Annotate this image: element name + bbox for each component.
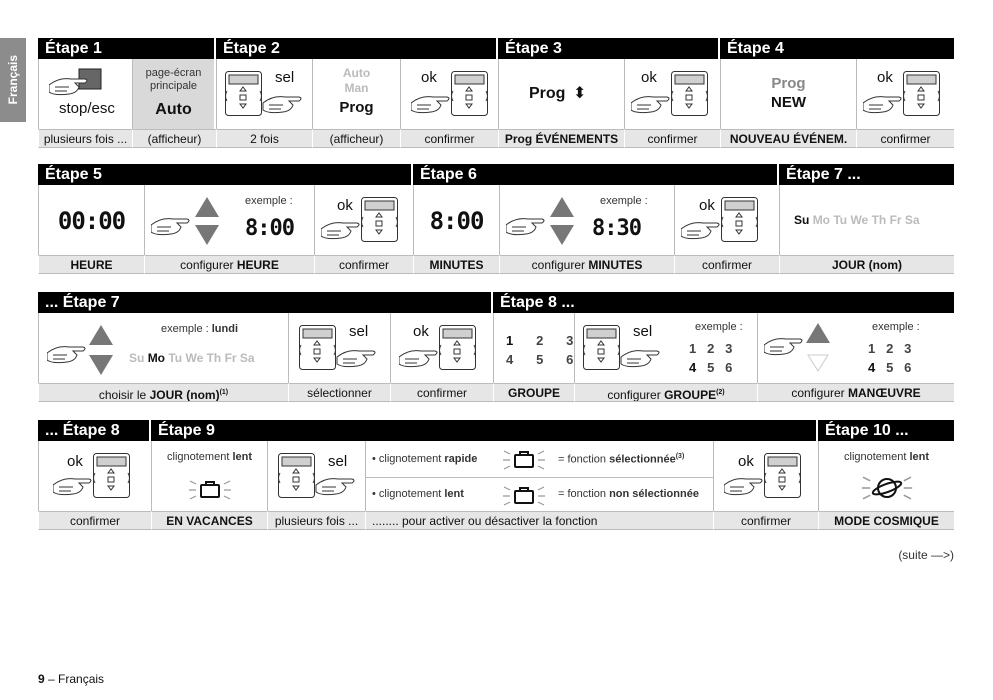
prog-events-label: Prog bbox=[529, 85, 566, 102]
suitcase-fast-icon bbox=[494, 445, 554, 475]
sel-cell bbox=[216, 59, 312, 131]
legend-fast-result bbox=[558, 453, 684, 466]
cosmic-cell bbox=[818, 441, 954, 513]
step1-foot-2: (afficheur) bbox=[132, 129, 216, 148]
day-list bbox=[794, 213, 920, 227]
set-group-cell bbox=[574, 313, 757, 385]
auto-man-prog-cell bbox=[312, 59, 400, 131]
new-label: NEW bbox=[771, 94, 806, 111]
footnote-ref: (2) bbox=[716, 389, 725, 396]
stop-esc-label: stop/esc bbox=[59, 100, 115, 117]
step7b-header: ... Étape 7 bbox=[38, 292, 491, 313]
blink-bold: lent bbox=[909, 451, 929, 463]
ok-cell-6 bbox=[674, 185, 777, 257]
suitcase-slow-icon bbox=[494, 481, 554, 511]
choose-day-cell bbox=[38, 313, 288, 385]
step6-foot-1-text: MINUTES bbox=[429, 258, 484, 272]
ok-cell-5 bbox=[314, 185, 411, 257]
group-cell bbox=[493, 313, 574, 385]
step9-foot-1-text: EN VACANCES bbox=[166, 514, 253, 528]
row-steps-1-4 bbox=[38, 38, 954, 150]
group-grid-example bbox=[868, 339, 911, 377]
group-6: 6 bbox=[725, 360, 733, 375]
foot-bold: HEURE bbox=[236, 258, 279, 272]
example-minutes-display: 8:30 bbox=[592, 216, 641, 241]
step3-foot-1-text: Prog ÉVÉNEMENTS bbox=[504, 132, 619, 146]
step8a-foot-2 bbox=[574, 383, 757, 402]
group-1: 1 bbox=[689, 341, 697, 356]
step6-foot-3: confirmer bbox=[674, 255, 779, 274]
step7b-foot-2: sélectionner bbox=[288, 383, 390, 402]
day-others: Mo Tu We Th Fr Sa bbox=[812, 213, 920, 227]
suitcase-icon bbox=[180, 475, 240, 505]
step5-foot-3: confirmer bbox=[314, 255, 413, 274]
day-sunday: Su bbox=[794, 213, 810, 227]
group-5: 5 bbox=[536, 352, 544, 367]
legend-text: • clignotement bbox=[372, 488, 445, 500]
blink-slow-label bbox=[152, 451, 267, 463]
sel-label: sel bbox=[328, 453, 348, 470]
ok-label: ok bbox=[738, 453, 754, 470]
group-6: 6 bbox=[566, 352, 574, 367]
example-label bbox=[161, 323, 238, 335]
ok-cell-7 bbox=[390, 313, 491, 385]
set-hour-cell bbox=[144, 185, 314, 257]
blink-bold: lent bbox=[232, 451, 252, 463]
step1-foot-1: plusieurs fois ... bbox=[38, 129, 132, 148]
step8b-foot: confirmer bbox=[38, 511, 151, 530]
step4-foot-1-text: NOUVEAU ÉVÉNEM. bbox=[729, 132, 848, 146]
up-down-arrows-icon bbox=[47, 319, 117, 381]
group-4: 4 bbox=[689, 360, 697, 375]
sel-label: sel bbox=[633, 323, 653, 340]
minutes-display: 8:00 bbox=[429, 207, 484, 235]
legend-bold: non sélectionnée bbox=[609, 488, 699, 500]
ok-label: ok bbox=[877, 69, 893, 86]
step7-foot-text: JOUR (nom) bbox=[832, 258, 902, 272]
day-display-cell bbox=[779, 185, 954, 257]
legend-slow bbox=[372, 488, 464, 500]
group-3: 3 bbox=[725, 341, 733, 356]
legend-fast bbox=[372, 453, 477, 465]
ok-label: ok bbox=[337, 197, 353, 214]
legend-text: • clignotement bbox=[372, 453, 445, 465]
step5-foot-1 bbox=[38, 255, 144, 274]
group-1: 1 bbox=[506, 333, 514, 348]
up-arrow-icon bbox=[764, 319, 834, 381]
remote-ok-icon bbox=[681, 197, 761, 247]
group-grid bbox=[506, 331, 573, 369]
up-down-icon: ⬍ bbox=[573, 85, 587, 102]
minutes-display-cell bbox=[413, 185, 499, 257]
step10-foot bbox=[818, 511, 954, 530]
vacation-cell bbox=[151, 441, 267, 513]
step7b-foot-1 bbox=[38, 383, 288, 402]
step8a-header: Étape 8 ... bbox=[493, 292, 954, 313]
ok-cell-4 bbox=[856, 59, 954, 131]
prog-cell bbox=[498, 59, 624, 131]
foot-bold: MINUTES bbox=[588, 258, 643, 272]
up-down-arrows-icon bbox=[151, 193, 221, 253]
footnote-ref: (1) bbox=[219, 389, 229, 396]
language-tab bbox=[0, 38, 26, 122]
sel-label: sel bbox=[275, 69, 295, 86]
new-cell bbox=[720, 59, 856, 131]
sel-label: sel bbox=[349, 323, 369, 340]
blink-text: clignotement bbox=[844, 451, 910, 463]
row-steps-8-10 bbox=[38, 420, 954, 532]
auto-label: Auto bbox=[155, 101, 192, 118]
step10-foot-text: MODE COSMIQUE bbox=[834, 514, 939, 528]
step4-foot-1 bbox=[720, 129, 856, 148]
planet-icon bbox=[857, 471, 917, 505]
step7b-foot-3: confirmer bbox=[390, 383, 493, 402]
foot-text: configurer bbox=[607, 388, 665, 402]
group-4: 4 bbox=[506, 352, 514, 367]
legend-bold: rapide bbox=[444, 453, 478, 465]
step4-header: Étape 4 bbox=[720, 38, 954, 59]
prog-label: Prog bbox=[771, 75, 806, 92]
row-steps-5-7 bbox=[38, 164, 954, 276]
step1-header: Étape 1 bbox=[38, 38, 214, 59]
blink-slow-label bbox=[819, 451, 954, 463]
group-2: 2 bbox=[707, 341, 715, 356]
hour-display-cell bbox=[38, 185, 144, 257]
example-label: exemple : bbox=[245, 195, 293, 207]
group-3: 3 bbox=[566, 333, 574, 348]
legend-text: = fonction bbox=[558, 453, 610, 466]
ok-label: ok bbox=[413, 323, 429, 340]
ok-cell-8 bbox=[38, 441, 149, 513]
group-2: 2 bbox=[536, 333, 544, 348]
group-2: 2 bbox=[886, 341, 894, 356]
step10-header: Étape 10 ... bbox=[818, 420, 954, 441]
step9-header: Étape 9 bbox=[151, 420, 816, 441]
group-1: 1 bbox=[868, 341, 876, 356]
remote-ok-icon bbox=[399, 325, 479, 375]
foot-bold: GROUPE bbox=[664, 388, 717, 402]
group-3: 3 bbox=[904, 341, 912, 356]
step7-foot bbox=[779, 255, 954, 274]
example-day: lundi bbox=[211, 323, 239, 335]
day-sunday: Su bbox=[129, 351, 145, 365]
foot-text: configurer bbox=[180, 258, 237, 272]
remote-ok-icon bbox=[321, 197, 401, 247]
foot-bold: JOUR (nom) bbox=[149, 388, 220, 402]
step3-foot-2: confirmer bbox=[624, 129, 720, 148]
continued-label: (suite —>) bbox=[898, 548, 954, 562]
set-manoeuvre-cell bbox=[757, 313, 954, 385]
page-number: 9 bbox=[38, 672, 45, 686]
step8a-foot-1 bbox=[493, 383, 574, 402]
foot-text: configurer bbox=[791, 386, 849, 400]
row-steps-7-8 bbox=[38, 292, 954, 404]
ok-cell-3 bbox=[624, 59, 720, 131]
group-4: 4 bbox=[868, 360, 876, 375]
step2-foot-1: 2 fois bbox=[216, 129, 312, 148]
step3-header: Étape 3 bbox=[498, 38, 718, 59]
example-hour-display: 8:00 bbox=[245, 216, 294, 241]
example-label: exemple : bbox=[872, 321, 920, 333]
page-language: – Français bbox=[44, 672, 105, 686]
step7-header: Étape 7 ... bbox=[779, 164, 954, 185]
language-tab-label: Français bbox=[6, 55, 20, 105]
example-label: exemple : bbox=[600, 195, 648, 207]
day-list bbox=[129, 351, 255, 365]
hour-display: 00:00 bbox=[57, 207, 126, 235]
blink-text: clignotement bbox=[167, 451, 233, 463]
example-text: exemple : bbox=[161, 323, 212, 335]
auto-option: Auto bbox=[342, 66, 371, 80]
group-6: 6 bbox=[904, 360, 912, 375]
foot-text: choisir le bbox=[98, 388, 150, 402]
foot-text: configurer bbox=[531, 258, 589, 272]
step3-foot-1 bbox=[498, 129, 624, 148]
legend-slow-result bbox=[558, 488, 699, 500]
step9-foot-3: ........ pour activer ou désactiver la fonction bbox=[365, 511, 713, 530]
group-grid-example bbox=[689, 339, 732, 377]
step8a-foot-1-text: GROUPE bbox=[507, 386, 560, 400]
sel-cell bbox=[267, 441, 365, 513]
step6-foot-2 bbox=[499, 255, 674, 274]
legend-text: = fonction bbox=[558, 488, 610, 500]
group-5: 5 bbox=[886, 360, 894, 375]
ok-label: ok bbox=[421, 69, 437, 86]
foot-bold: MANŒUVRE bbox=[848, 386, 921, 400]
ok-cell-9 bbox=[713, 441, 816, 513]
stop-button-icon bbox=[49, 67, 109, 97]
step5-header: Étape 5 bbox=[38, 164, 411, 185]
remote-ok-icon bbox=[724, 453, 804, 503]
step5-foot-2 bbox=[144, 255, 314, 274]
ok-cell-2 bbox=[400, 59, 496, 131]
step2-foot-3: confirmer bbox=[400, 129, 498, 148]
day-selected: Mo bbox=[147, 351, 166, 365]
stop-esc-cell bbox=[38, 59, 132, 131]
page-footer bbox=[38, 672, 104, 686]
step8b-header: ... Étape 8 bbox=[38, 420, 149, 441]
step9-foot-2: plusieurs fois ... bbox=[267, 511, 365, 530]
group-5: 5 bbox=[707, 360, 715, 375]
remote-ok-icon bbox=[53, 453, 133, 503]
ok-label: ok bbox=[699, 197, 715, 214]
main-screen-cell bbox=[132, 59, 214, 131]
footnote-ref: (3) bbox=[675, 453, 685, 460]
man-option: Man bbox=[344, 81, 369, 95]
legend-bold: lent bbox=[444, 488, 464, 500]
set-minutes-cell bbox=[499, 185, 674, 257]
step9-foot-4: confirmer bbox=[713, 511, 818, 530]
remote-ok-icon bbox=[863, 71, 943, 121]
step6-header: Étape 6 bbox=[413, 164, 777, 185]
ok-label: ok bbox=[641, 69, 657, 86]
example-label: exemple : bbox=[695, 321, 743, 333]
step8a-foot-3 bbox=[757, 383, 954, 402]
day-others: Tu We Th Fr Sa bbox=[168, 351, 255, 365]
legend-bold: sélectionnée bbox=[609, 453, 676, 466]
step5-foot-1-text: HEURE bbox=[70, 258, 113, 272]
prog-option: Prog bbox=[339, 99, 374, 116]
main-screen-label: page-écran principale bbox=[145, 67, 202, 92]
blink-legend-cell bbox=[365, 441, 713, 513]
sel-cell bbox=[288, 313, 390, 385]
up-down-arrows-icon bbox=[506, 193, 576, 253]
step4-foot-2: confirmer bbox=[856, 129, 954, 148]
step9-foot-1 bbox=[151, 511, 267, 530]
step6-foot-1 bbox=[413, 255, 499, 274]
ok-label: ok bbox=[67, 453, 83, 470]
step2-header: Étape 2 bbox=[216, 38, 496, 59]
step2-foot-2: (afficheur) bbox=[312, 129, 400, 148]
